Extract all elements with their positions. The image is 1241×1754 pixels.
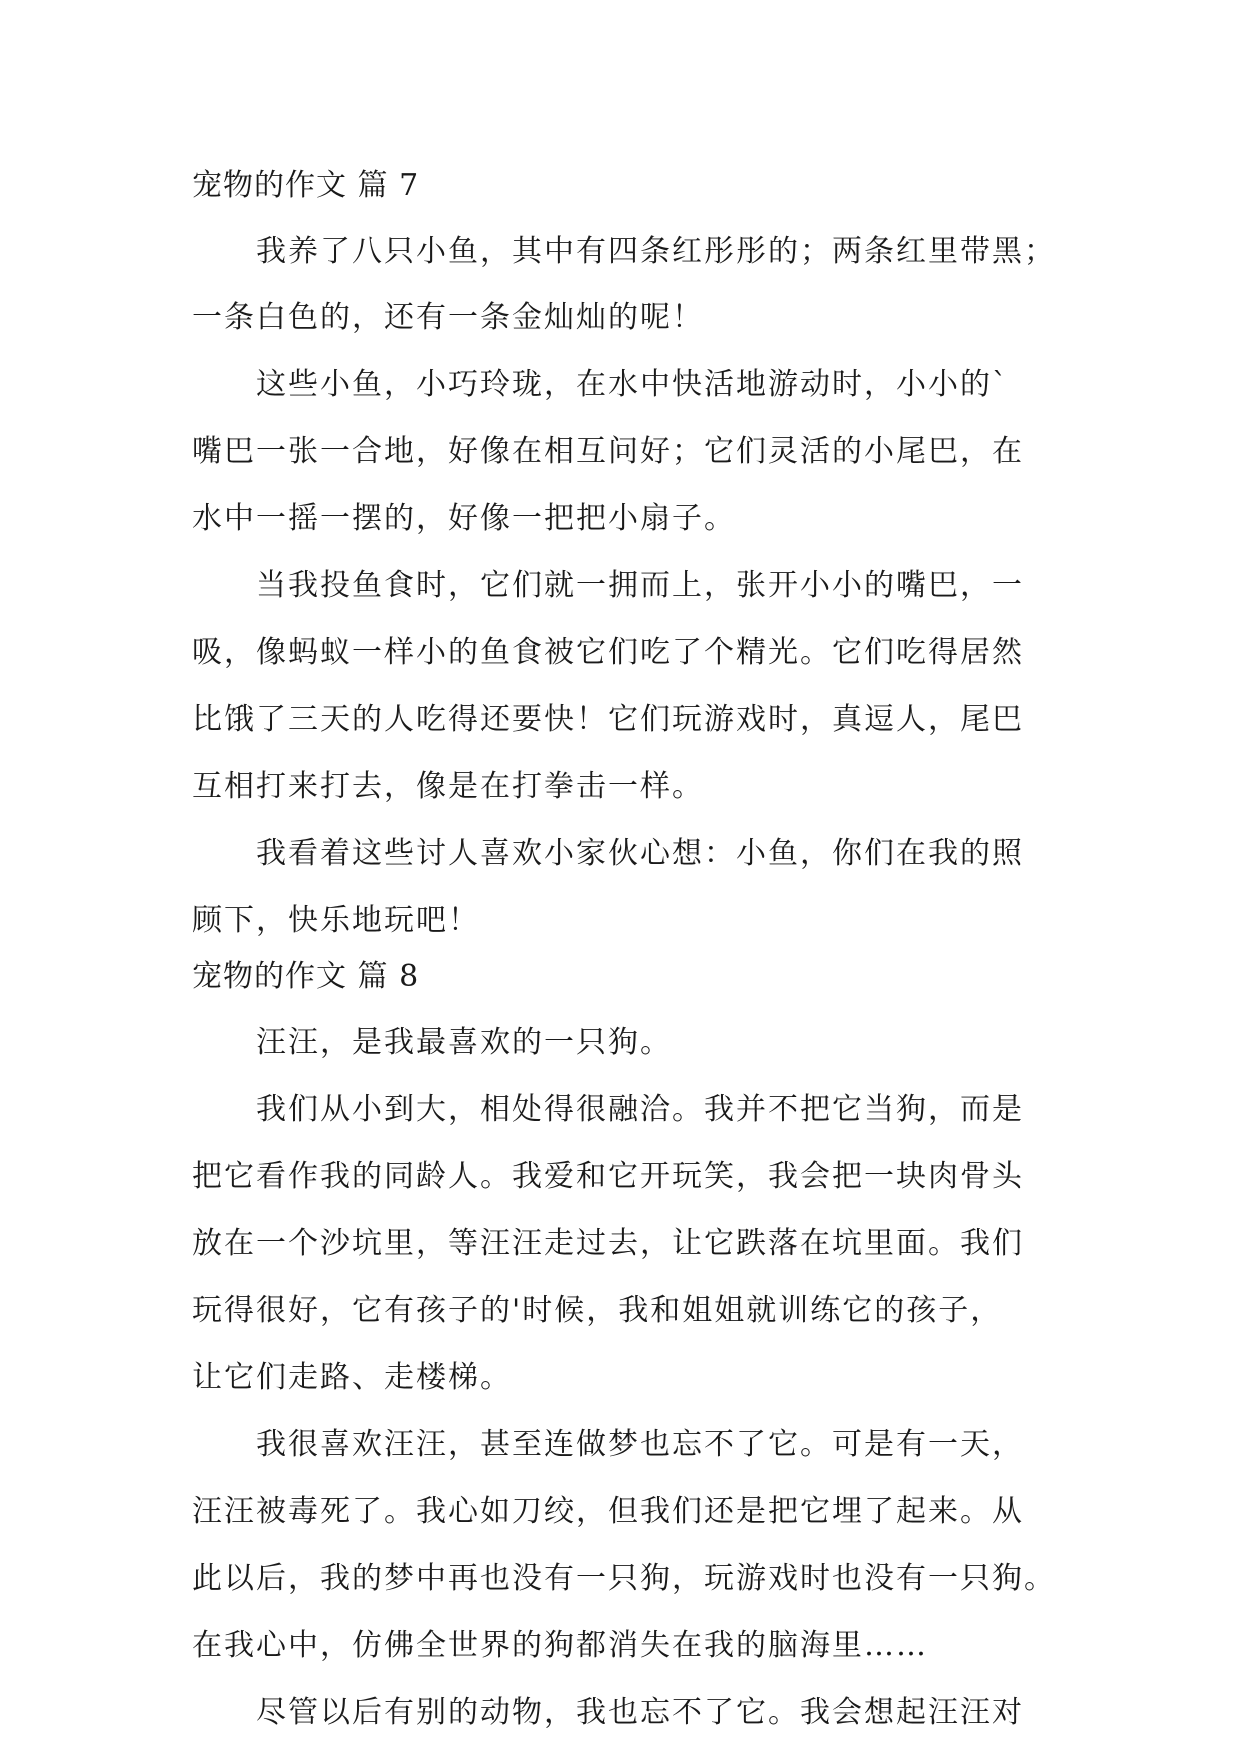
paragraph-line: 我养了八只小鱼，其中有四条红彤彤的；两条红里带黑； xyxy=(256,234,1056,269)
section-heading-7: 宠物的作文 篇 7 xyxy=(192,168,420,203)
paragraph-line: 我很喜欢汪汪，甚至连做梦也忘不了它。可是有一天， xyxy=(256,1427,1024,1462)
paragraph-line: 此以后，我的梦中再也没有一只狗，玩游戏时也没有一只狗。 xyxy=(192,1561,1056,1596)
paragraph-line: 我们从小到大，相处得很融洽。我并不把它当狗，而是 xyxy=(256,1092,1024,1127)
paragraph-line: 让它们走路、走楼梯。 xyxy=(192,1360,512,1395)
section-heading-8: 宠物的作文 篇 8 xyxy=(192,959,420,994)
paragraph-line: 一条白色的，还有一条金灿灿的呢！ xyxy=(192,300,704,335)
paragraph-line: 当我投鱼食时，它们就一拥而上，张开小小的嘴巴，一 xyxy=(256,568,1024,603)
paragraph-line: 汪汪被毒死了。我心如刀绞，但我们还是把它埋了起来。从 xyxy=(192,1494,1024,1529)
paragraph-line: 这些小鱼，小巧玲珑，在水中快活地游动时，小小的` xyxy=(256,367,1009,402)
paragraph-line: 汪汪，是我最喜欢的一只狗。 xyxy=(256,1025,672,1060)
paragraph-line: 尽管以后有别的动物，我也忘不了它。我会想起汪汪对 xyxy=(256,1695,1024,1730)
paragraph-line: 顾下，快乐地玩吧！ xyxy=(192,903,480,938)
paragraph-line: 吸，像蚂蚁一样小的鱼食被它们吃了个精光。它们吃得居然 xyxy=(192,635,1024,670)
paragraph-line: 水中一摇一摆的，好像一把把小扇子。 xyxy=(192,501,736,536)
paragraph-line: 把它看作我的同龄人。我爱和它开玩笑，我会把一块肉骨头 xyxy=(192,1159,1024,1194)
paragraph-line: 比饿了三天的人吃得还要快！它们玩游戏时，真逗人，尾巴 xyxy=(192,702,1024,737)
paragraph-line: 玩得很好，它有孩子的'时候，我和姐姐就训练它的孩子， xyxy=(192,1293,1003,1328)
paragraph-line: 在我心中，仿佛全世界的狗都消失在我的脑海里…… xyxy=(192,1628,928,1663)
paragraph-line: 互相打来打去，像是在打拳击一样。 xyxy=(192,769,704,804)
paragraph-line: 放在一个沙坑里，等汪汪走过去，让它跌落在坑里面。我们 xyxy=(192,1226,1024,1261)
paragraph-line: 我看着这些讨人喜欢小家伙心想：小鱼，你们在我的照 xyxy=(256,836,1024,871)
paragraph-line: 嘴巴一张一合地，好像在相互问好；它们灵活的小尾巴，在 xyxy=(192,434,1024,469)
